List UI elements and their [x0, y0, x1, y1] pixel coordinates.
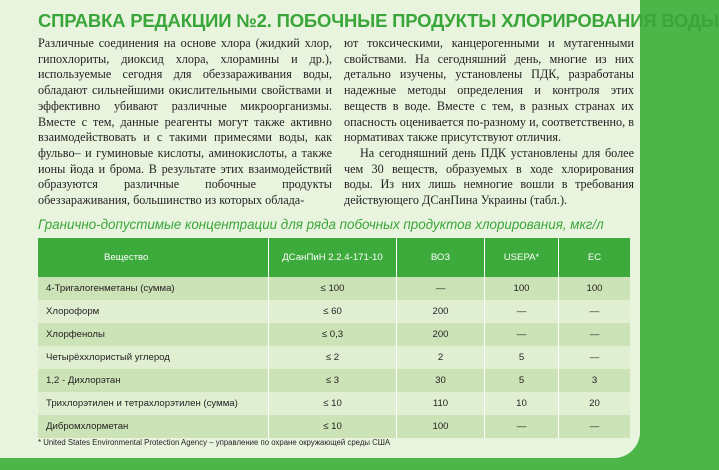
cell-substance: Хлороформ [38, 300, 269, 323]
paragraph-continuation: ют токсическими, канцерогенными и мутагенными свойствами. На сегодняшний день, многие из них детально изучены, установлены ПДК, разработаны надежные методы определения и контроля этих веществ в воде. Вместе с тем, в разных странах их опасность оценивается по-разному и, соответственно, в нормативах также присутствуют отличия. [344, 36, 634, 145]
cell-substance: Трихлорэтилен и тетрахлорэтилен (сумма) [38, 392, 269, 415]
article-title: СПРАВКА РЕДАКЦИИ №2. ПОБОЧНЫЕ ПРОДУКТЫ ХЛОРИРОВАНИЯ ВОДЫ [38, 10, 719, 31]
header-who: ВОЗ [397, 238, 485, 277]
table-row [38, 277, 630, 300]
cell-dsanpin: ≤ 0,3 [269, 323, 397, 346]
mpc-table [38, 238, 630, 438]
paragraph-intro: Различные соединения на основе хлора (жидкий хлор, гипохлориты, диоксид хлора, хлорамины и др.), используемые сегодня для обеззараживания воды, обладают сильнейшими окислительными свойствами и эффективно убивают различные микроорганизмы. Вместе с тем, данные реагенты могут также активно взаимодействовать и с такими примесями воды, как фульво– и гуминовые кислоты, аминокислоты, а также ионы йода и брома. В результате этих взаимодействий образуются различные побочные продукты обеззараживания, большинство из которых облада- [38, 36, 332, 208]
cell-usepa: — [485, 300, 559, 323]
cell-who: 110 [397, 392, 485, 415]
cell-substance: Хлорфенолы [38, 323, 269, 346]
cell-dsanpin: ≤ 100 [269, 277, 397, 300]
table-caption: Гранично-допустимые концентрации для ряда побочных продуктов хлорирования, мкг/л [38, 217, 604, 232]
cell-eu: 3 [559, 369, 630, 392]
cell-usepa: — [485, 415, 559, 438]
cell-substance: 4-Тригалогенметаны (сумма) [38, 277, 269, 300]
cell-usepa: 5 [485, 369, 559, 392]
cell-eu: — [559, 346, 630, 369]
cell-dsanpin: ≤ 60 [269, 300, 397, 323]
cell-substance: Дибромхлорметан [38, 415, 269, 438]
header-dsanpin: ДСанПиН 2.2.4-171-10 [269, 238, 397, 277]
table-row [38, 300, 630, 323]
table-footnote: * United States Environmental Protection Agency – управление по охране окружающей среды США [38, 438, 391, 447]
header-substance: Вещество [38, 238, 269, 277]
text-column-right [344, 36, 634, 209]
cell-who: 200 [397, 323, 485, 346]
header-usepa: USEPA* [485, 238, 559, 277]
cell-who: — [397, 277, 485, 300]
cell-who: 100 [397, 415, 485, 438]
paragraph-mpc: На сегодняшний день ПДК установлены для более чем 30 веществ, образуемых в ходе хлорирования воды. Из них лишь немногие вошли в требования действующего ДСанПина Украины (табл.). [344, 145, 634, 208]
cell-usepa: — [485, 323, 559, 346]
cell-dsanpin: ≤ 10 [269, 415, 397, 438]
table-row [38, 323, 630, 346]
cell-usepa: 100 [485, 277, 559, 300]
cell-eu: 20 [559, 392, 630, 415]
cell-dsanpin: ≤ 3 [269, 369, 397, 392]
cell-substance: 1,2 - Дихлорэтан [38, 369, 269, 392]
cell-usepa: 5 [485, 346, 559, 369]
cell-substance: Четырёххлористый углерод [38, 346, 269, 369]
table-row [38, 415, 630, 438]
cell-who: 200 [397, 300, 485, 323]
table-header-row [38, 238, 630, 277]
cell-eu: — [559, 323, 630, 346]
text-column-left [38, 36, 332, 209]
table-row [38, 346, 630, 369]
cell-eu: — [559, 415, 630, 438]
table-row [38, 392, 630, 415]
cell-dsanpin: ≤ 2 [269, 346, 397, 369]
cell-usepa: 10 [485, 392, 559, 415]
table-row [38, 369, 630, 392]
header-eu: ЕС [559, 238, 630, 277]
cell-dsanpin: ≤ 10 [269, 392, 397, 415]
cell-who: 2 [397, 346, 485, 369]
cell-who: 30 [397, 369, 485, 392]
cell-eu: — [559, 300, 630, 323]
cell-eu: 100 [559, 277, 630, 300]
